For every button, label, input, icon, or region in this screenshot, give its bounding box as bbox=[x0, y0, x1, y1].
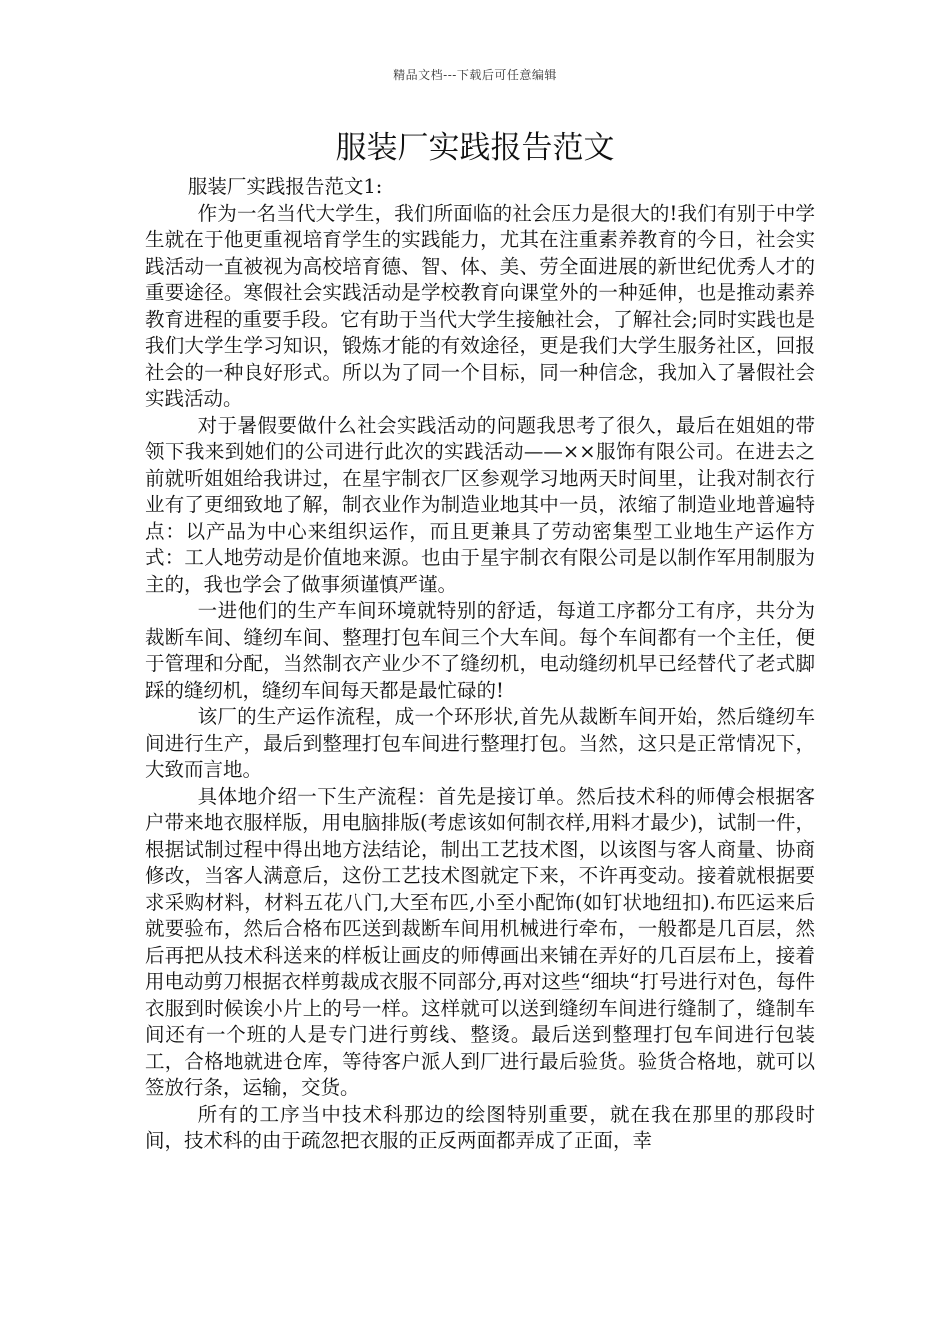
paragraph: 作为一名当代大学生，我们所面临的社会压力是很大的!我们有别于中学生就在于他更重视培育学生的实践能力，尤其在注重素养教育的今日，社会实践活动一直被视为高校培育德、智、体、美、劳全面进展的新世纪优秀人才的重要途径。寒假社会实践活动是学校教育向课堂外的一种延伸，也是推动素养教育进程的重要手段。它有助于当代大学生接触社会，了解社会;同时实践也是我们大学生学习知识，锻炼才能的有效途径，更是我们大学生服务社区，回报社会的一种良好形式。所以为了同一个目标，同一种信念，我加入了暑假社会实践活动。 bbox=[145, 201, 815, 410]
paragraph: 具体地介绍一下生产流程：首先是接订单。然后技术科的师傅会根据客户带来地衣服样版，用电脑排版(考虑该如何制衣样,用料才最少)，试制一件，根据试制过程中得出地方法结论，制出工艺技术图，以该图与客人商量、协商修改，当客人满意后，这份工艺技术图就定下来，不许再变动。接着就根据要求采购材料，材料五花八门,大至布匹,小至小配饰(如钉状地纽扣).布匹运来后就要验布，然后合格布匹送到裁断车间用机械进行牵布，一般都是几百层，然后再把从技术科送来的样板让画皮的师傅画出来铺在弄好的几百层布上，接着用电动剪刀根据衣样剪裁成衣服不同部分,再对这些“细块“打号进行对色，每件衣服到时候诶小片上的号一样。这样就可以送到缝纫车间进行缝制了，缝制车间还有一个班的人是专门进行剪线、整烫。最后送到整理打包车间进行包装工，合格地就进仓库，等待客户派人到厂进行最后验货。验货合格地，就可以签放行条，运输，交货。 bbox=[145, 784, 815, 1099]
document-title: 服装厂实践报告范文 bbox=[335, 130, 615, 166]
paragraph: 一进他们的生产车间环境就特别的舒适，每道工序都分工有序，共分为裁断车间、缝纫车间、整理打包车间三个大车间。每个车间都有一个主任，便于管理和分配，当然制衣产业少不了缝纫机，电动缝纫机早已经替代了老式脚踩的缝纫机，缝纫车间每天都是最忙碌的! bbox=[145, 599, 815, 702]
header-watermark: 精品文档---下载后可任意编辑 bbox=[393, 68, 557, 82]
document-body bbox=[145, 174, 815, 1155]
paragraph: 该厂的生产运作流程，成一个环形状,首先从裁断车间开始，然后缝纫车间进行生产，最后到整理打包车间进行整理打包。当然，这只是正常情况下，大致而言地。 bbox=[145, 705, 815, 781]
document-subtitle: 服装厂实践报告范文1: bbox=[187, 175, 383, 198]
paragraph: 对于暑假要做什么社会实践活动的问题我思考了很久，最后在姐姐的带领下我来到她们的公司进行此次的实践活动——××服饰有限公司。在进去之前就听姐姐给我讲过，在星宇制衣厂区参观学习地两天时间里，让我对制衣行业有了更细致地了解，制衣业作为制造业地其中一员，浓缩了制造业地普遍特点：以产品为中心来组织运作，而且更兼具了劳动密集型工业地生产运作方式：工人地劳动是价值地来源。也由于星宇制衣有限公司是以制作军用制服为主的，我也学会了做事须谨慎严谨。 bbox=[145, 413, 815, 596]
paragraph: 所有的工序当中技术科那边的绘图特别重要，就在我在那里的那段时间，技术科的由于疏忽把衣服的正反两面都弄成了正面，幸 bbox=[145, 1102, 815, 1152]
